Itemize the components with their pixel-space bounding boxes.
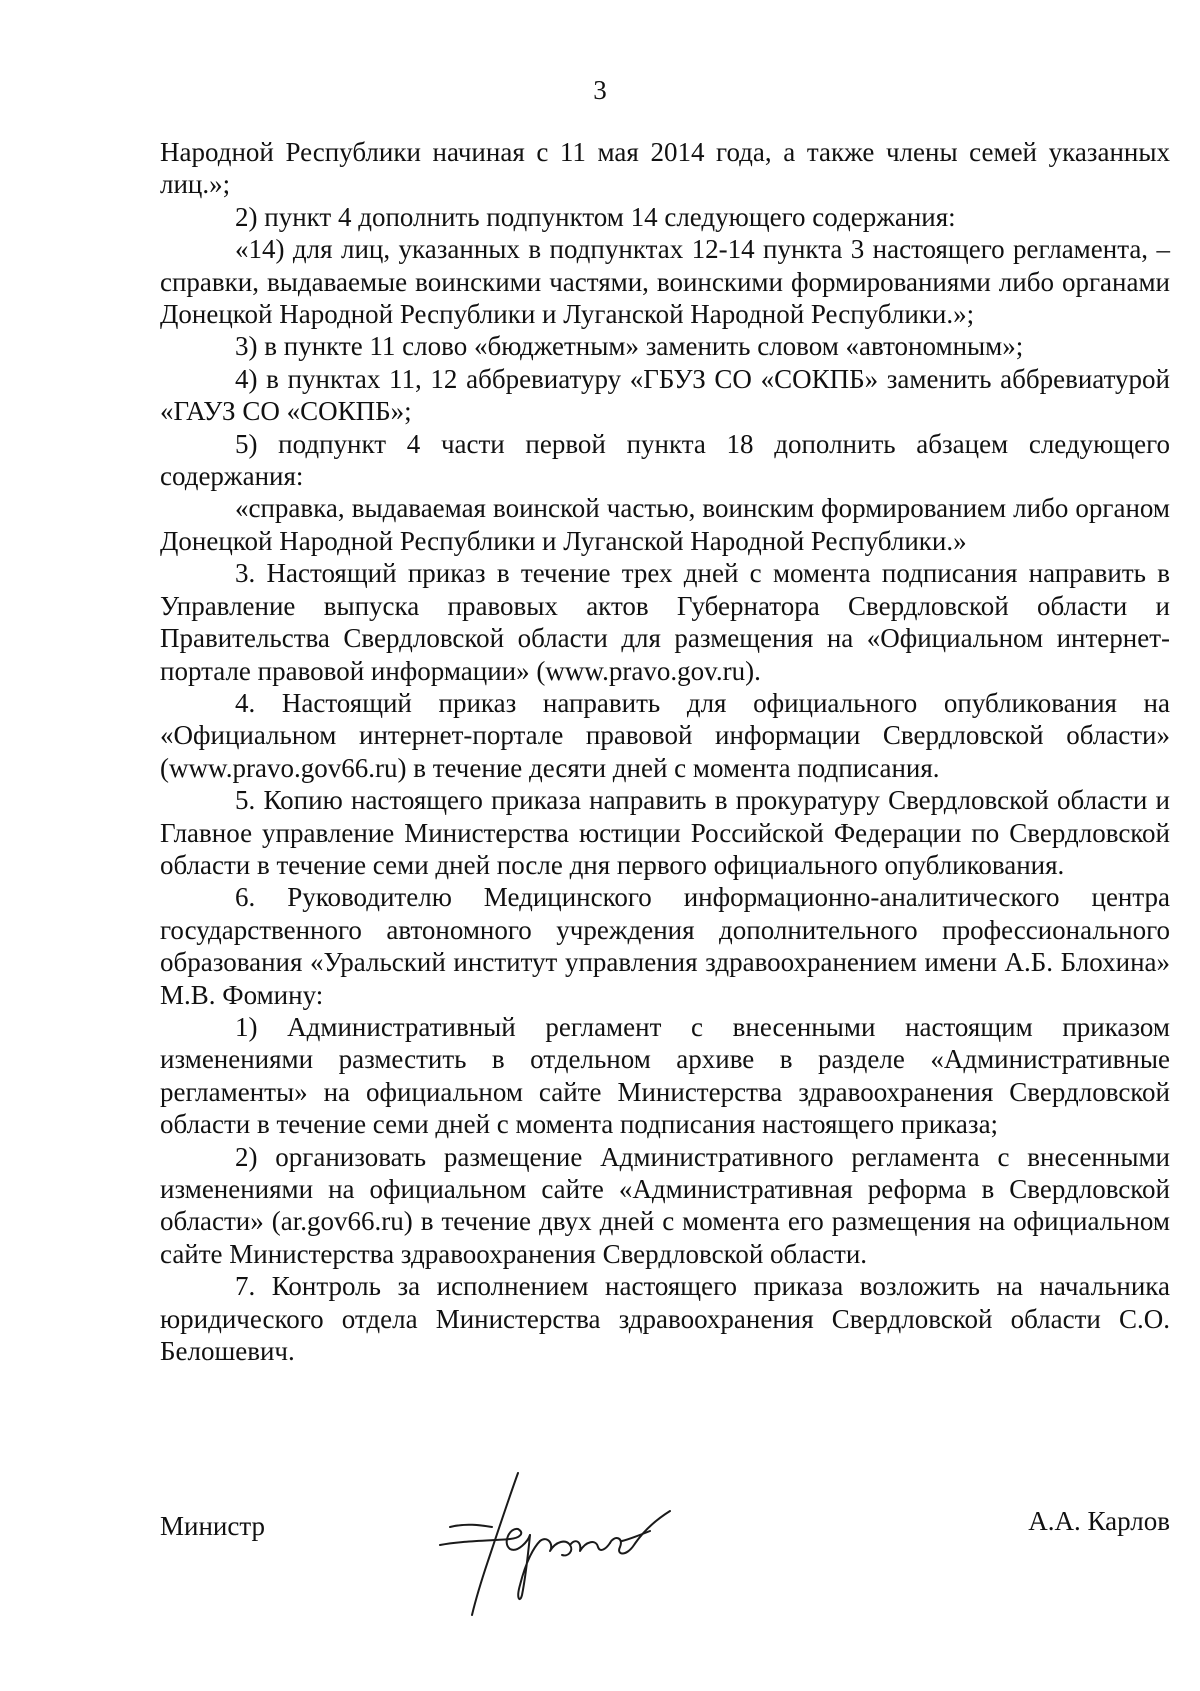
paragraph-item-6-sub-1: 1) Административный регламент с внесенными настоящим приказом изменениями разместить в отдельном архиве в разделе «Административные регламенты» на официальном сайте Министерства здравоохранения Свердловской области в течение семи дней с момента подписания настоящего приказа;: [160, 1011, 1170, 1140]
paragraph-subitem-2: 2) пункт 4 дополнить подпунктом 14 следующего содержания:: [235, 201, 956, 232]
paragraph-subitem-14-quote: «14) для лиц, указанных в подпунктах 12-14 пункта 3 настоящего регламента, – справки, выдаваемые воинскими частями, воинскими формированиями либо органами Донецкой Народной Республики и Луганской Народной Республики.»;: [160, 234, 1170, 330]
signatory-position: Министр: [160, 1511, 265, 1541]
signature-block: [160, 1465, 1170, 1625]
handwritten-signature: [430, 1465, 690, 1625]
paragraph-subitem-4: 4) в пунктах 11, 12 аббревиатуру «ГБУЗ СО «СОКПБ» заменить аббревиатурой «ГАУЗ СО «СОКПБ»;: [160, 363, 1170, 427]
paragraph-item-6-sub-2: 2) организовать размещение Административного регламента с внесенными изменениями на официальном сайте «Административная реформа в Свердловской области» (ar.gov66.ru) в течение двух дней с момента его размещения на официальном сайте Министерства здравоохранения Свердловской области.: [160, 1141, 1170, 1269]
paragraph-item-6: 6. Руководителю Медицинского информационно-аналитического центра государственного автономного учреждения дополнительного профессионального образования «Уральский институт управления здравоохранением имени А.Б. Блохина» М.В. Фомину:: [160, 882, 1170, 1010]
page-number: 3: [593, 75, 607, 105]
paragraph-item-5: 5. Копию настоящего приказа направить в прокуратуру Свердловской области и Главное управление Министерства юстиции Российской Федерации по Свердловской области в течение семи дней после дня первого официального опубликования.: [160, 785, 1170, 880]
paragraph-subitem-3: 3) в пункте 11 слово «бюджетным» заменить словом «автономным»;: [235, 331, 1024, 362]
paragraph-subitem-5: 5) подпункт 4 части первой пункта 18 дополнить абзацем следующего содержания:: [160, 428, 1170, 492]
document-body: [160, 136, 1170, 1367]
paragraph-item-3: 3. Настоящий приказ в течение трех дней с момента подписания направить в Управление выпуска правовых актов Губернатора Свердловской области и Правительства Свердловской области для размещения на «Официальном интернет-портале правовой информации» (www.pravo.gov.ru).: [160, 558, 1170, 686]
signatory-name: А.А. Карлов: [1028, 1506, 1170, 1536]
paragraph-item-4: 4. Настоящий приказ направить для официального опубликования на «Официальном интернет-портале правовой информации Свердловской области» (www.pravo.gov66.ru) в течение десяти дней с момента подписания.: [160, 687, 1170, 783]
paragraph-item-7: 7. Контроль за исполнением настоящего приказа возложить на начальника юридического отдела Министерства здравоохранения Свердловской области С.О. Белошевич.: [160, 1271, 1170, 1367]
paragraph-continuation: Народной Республики начиная с 11 мая 2014 года, а также члены семей указанных лиц.»;: [160, 137, 1170, 200]
paragraph-subitem-5-quote: «справка, выдаваемая воинской частью, воинским формированием либо органом Донецкой Народной Республики и Луганской Народной Республики.»: [160, 493, 1170, 556]
